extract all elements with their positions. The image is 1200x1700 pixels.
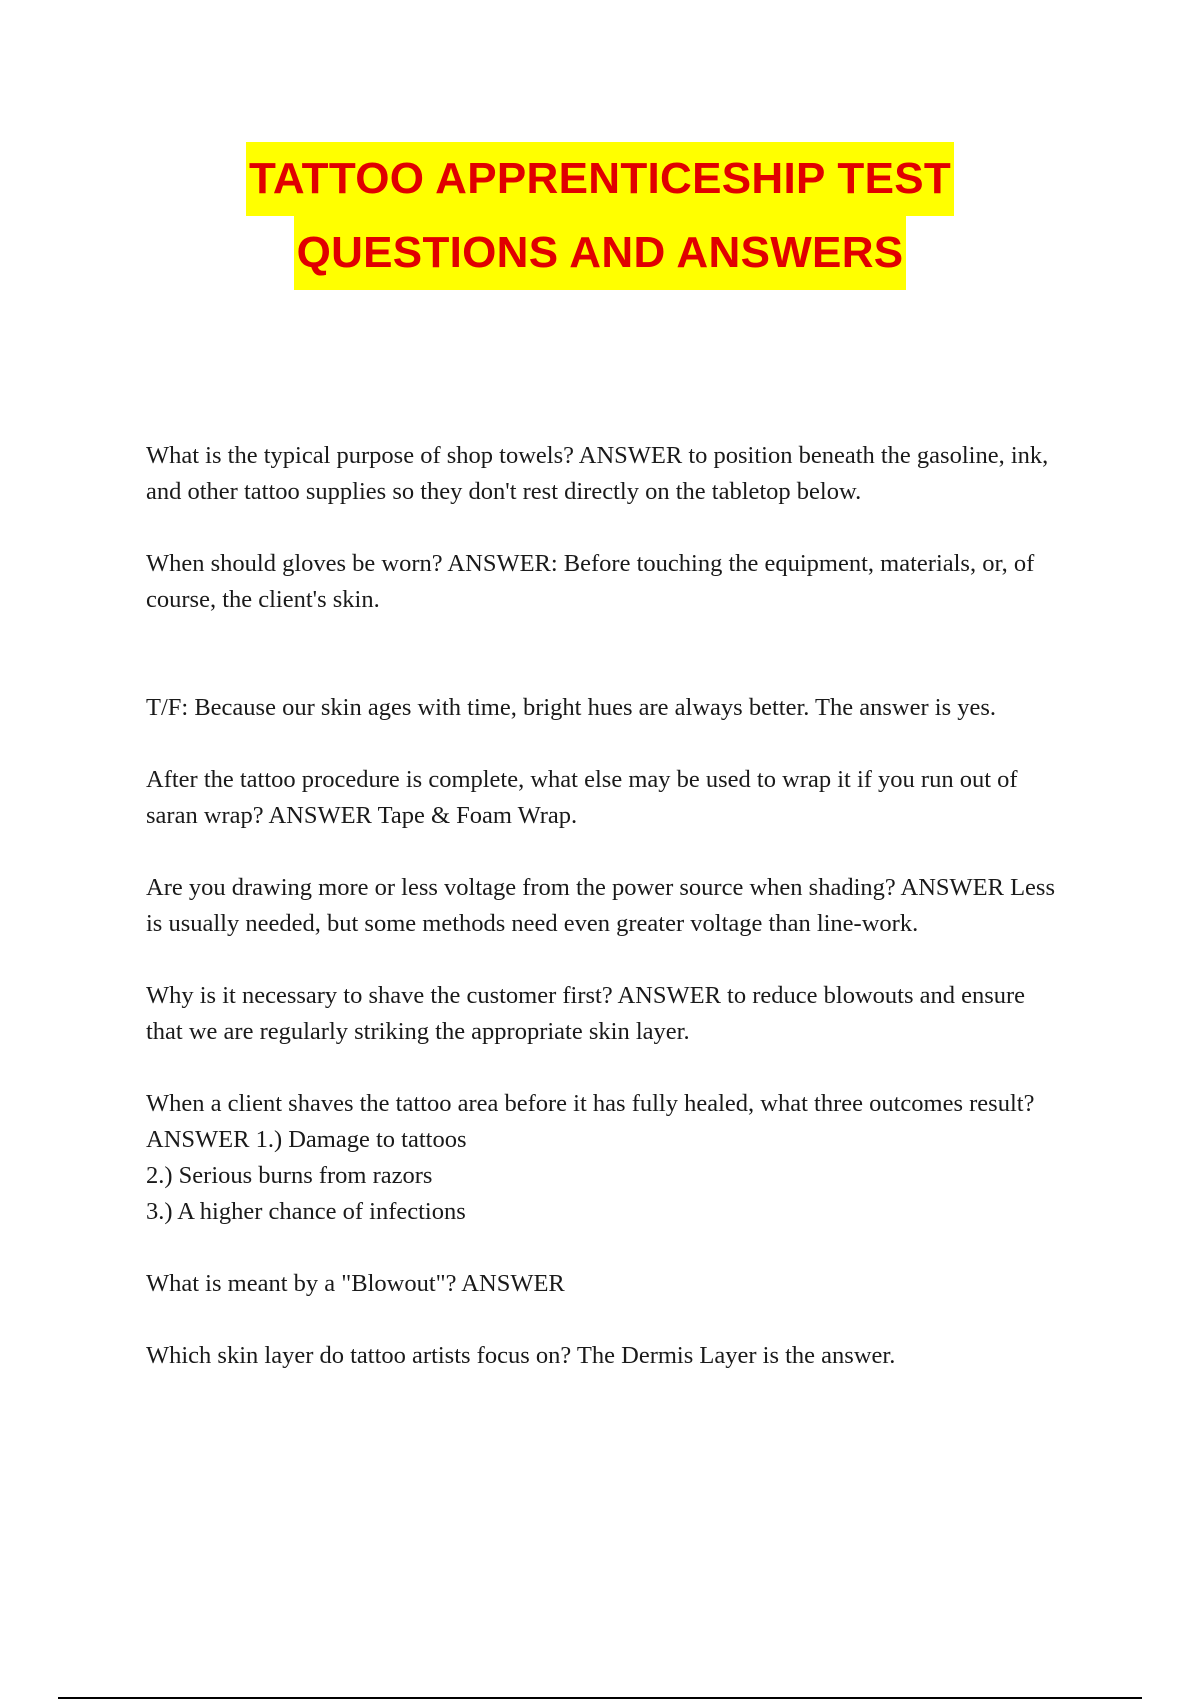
qa-entry-gloves: When should gloves be worn? ANSWER: Before touching the equipment, materials, or, of course, the client's skin.	[146, 550, 1035, 613]
title-line-2: QUESTIONS AND ANSWERS	[294, 216, 907, 290]
qa-entry-shave-outcomes: When a client shaves the tattoo area before it has fully healed, what three outcomes result? ANSWER 1.) Damage to tattoos 2.) Serious burns from razors 3.) A higher chance of infections	[146, 1090, 1035, 1225]
qa-entry-shave-first: Why is it necessary to shave the customer first? ANSWER to reduce blowouts and ensure that we are regularly striking the appropriate skin layer.	[146, 982, 1026, 1045]
qa-entry-skin-layer: Which skin layer do tattoo artists focus on? The Dermis Layer is the answer.	[146, 1342, 896, 1369]
document-title	[0, 142, 1200, 290]
qa-entry-bright-hues: T/F: Because our skin ages with time, bright hues are always better. The answer is yes.	[146, 694, 997, 721]
qa-entry-shop-towels: What is the typical purpose of shop towels? ANSWER to position beneath the gasoline, ink, and other tattoo supplies so they don't rest directly on the tabletop below.	[146, 442, 1049, 505]
bottom-divider	[58, 1697, 1142, 1699]
title-line-1: TATTOO APPRENTICESHIP TEST	[246, 142, 954, 216]
qa-entry-saran-wrap: After the tattoo procedure is complete, what else may be used to wrap it if you run out of saran wrap? ANSWER Tape & Foam Wrap.	[146, 766, 1018, 829]
qa-list	[146, 438, 1056, 1374]
qa-entry-voltage: Are you drawing more or less voltage from the power source when shading? ANSWER Less is usually needed, but some methods need even greater voltage than line-work.	[146, 874, 1056, 937]
qa-entry-blowout: What is meant by a "Blowout"? ANSWER	[146, 1270, 565, 1297]
